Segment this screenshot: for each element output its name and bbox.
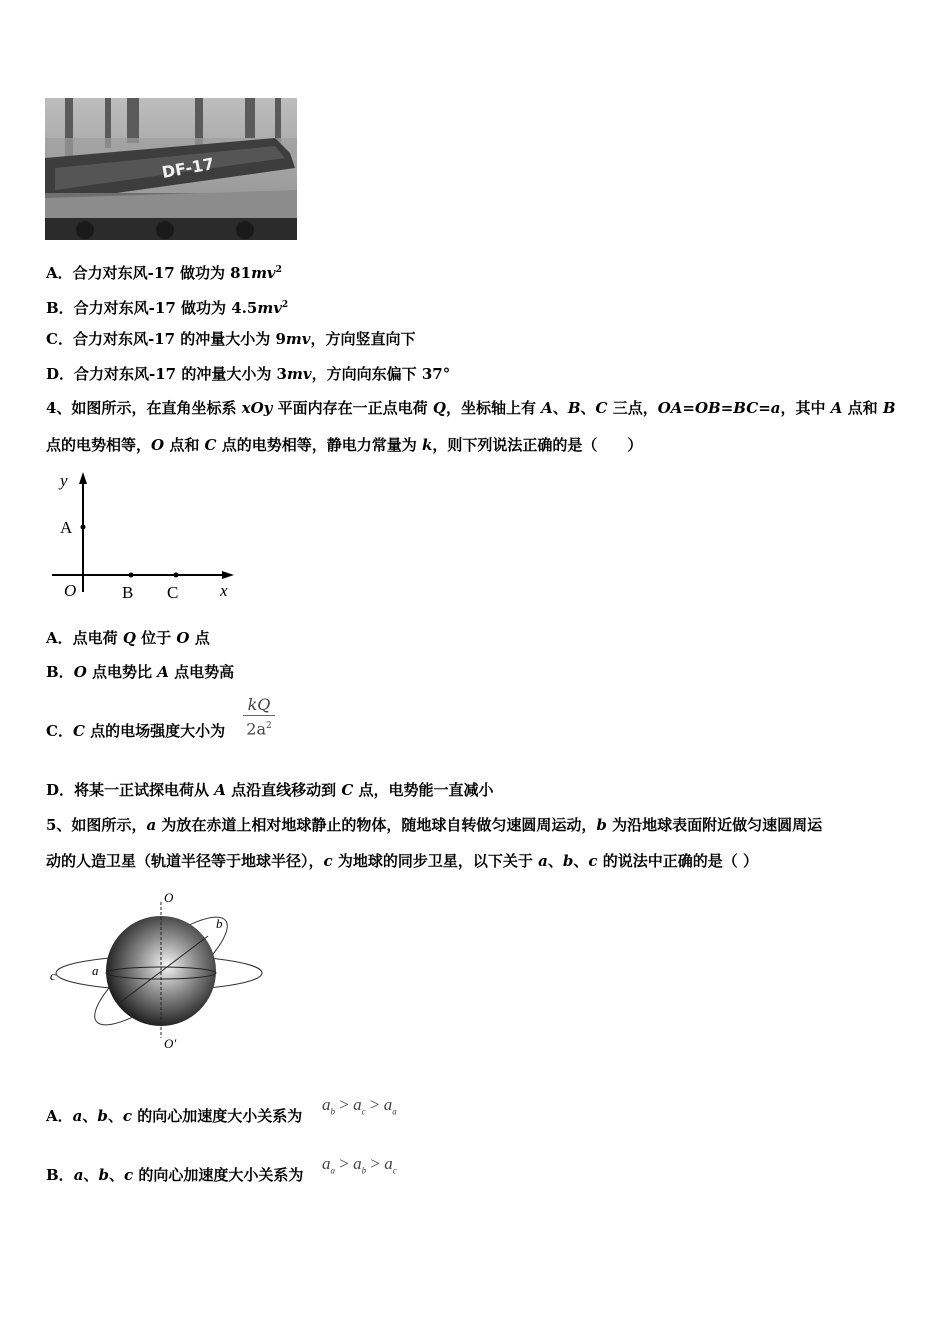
point-c xyxy=(174,573,179,578)
label-b: B xyxy=(122,583,134,602)
point-b xyxy=(129,573,134,578)
label-a: A xyxy=(60,518,73,537)
q3-option-b: B．合力对东风-17 做功为 $4.5mv^2$ xyxy=(46,299,289,317)
fraction-denominator: $2a^2$ xyxy=(246,719,272,739)
q4-option-c: C．C 点的电场强度大小为 xyxy=(46,722,226,740)
label-y: y xyxy=(60,471,68,490)
label-o-top: O xyxy=(164,890,174,905)
q5-option-a: A．a、b、c 的向心加速度大小关系为 xyxy=(46,1107,303,1125)
q4-coordinate-figure xyxy=(48,470,248,605)
q5-stem-line1: 5、如图所示，a 为放在赤道上相对地球静止的物体，随地球自转做匀速圆周运动，b 为沿地球表面附近做匀速圆周运 xyxy=(46,816,823,834)
label-o-bottom: O′ xyxy=(164,1036,177,1051)
point-a xyxy=(81,525,86,530)
label-c: c xyxy=(50,968,56,983)
label-c: C xyxy=(167,583,179,602)
q5-option-b: B．a、b、c 的向心加速度大小关系为 xyxy=(46,1166,304,1184)
q5-earth-figure xyxy=(48,888,270,1053)
fraction-numerator: kQ xyxy=(247,695,271,714)
q3-option-d: D．合力对东风-17 的冲量大小为 3mv，方向向东偏下 37° xyxy=(46,365,451,383)
q3-option-a: A．合力对东风-17 做功为 $81mv^2$ xyxy=(46,264,282,282)
df17-photo-label: DF-17 xyxy=(160,154,216,182)
q3-option-c: C．合力对东风-17 的冲量大小为 9mv，方向竖直向下 xyxy=(46,330,416,348)
y-axis-arrow xyxy=(79,472,87,484)
q4-option-d: D．将某一正试探电荷从 A 点沿直线移动到 C 点，电势能一直减小 xyxy=(46,781,494,799)
label-b: b xyxy=(216,916,223,931)
q5-stem-line2: 动的人造卫星（轨道半径等于地球半径），c 为地球的同步卫星，以下关于 a、b、c 的说法中正确的是（ ） xyxy=(46,852,758,870)
label-a: a xyxy=(92,963,99,978)
x-axis-arrow xyxy=(222,571,234,579)
q4-option-c-fraction xyxy=(243,695,275,739)
label-o: O xyxy=(64,581,77,600)
q4-option-b: B．O 点电势比 A 点电势高 xyxy=(46,663,235,681)
df17-photo xyxy=(45,98,297,240)
label-x: x xyxy=(220,581,228,600)
q4-stem-line2: 点的电势相等，O 点和 C 点的电势相等，静电力常量为 k，则下列说法正确的是（ ） xyxy=(46,436,643,454)
q4-option-a: A．点电荷 Q 位于 O 点 xyxy=(46,629,210,647)
q4-stem-line1: 4、如图所示，在直角坐标系 xOy 平面内存在一正点电荷 Q，坐标轴上有 A、B、C 三点，OA=OB=BC=a，其中 A 点和 B xyxy=(46,399,896,417)
q5-option-b-relation: $a_a > a_b > a_c$ xyxy=(322,1154,397,1176)
q5-option-a-relation: $a_b > a_c > a_a$ xyxy=(322,1095,397,1117)
